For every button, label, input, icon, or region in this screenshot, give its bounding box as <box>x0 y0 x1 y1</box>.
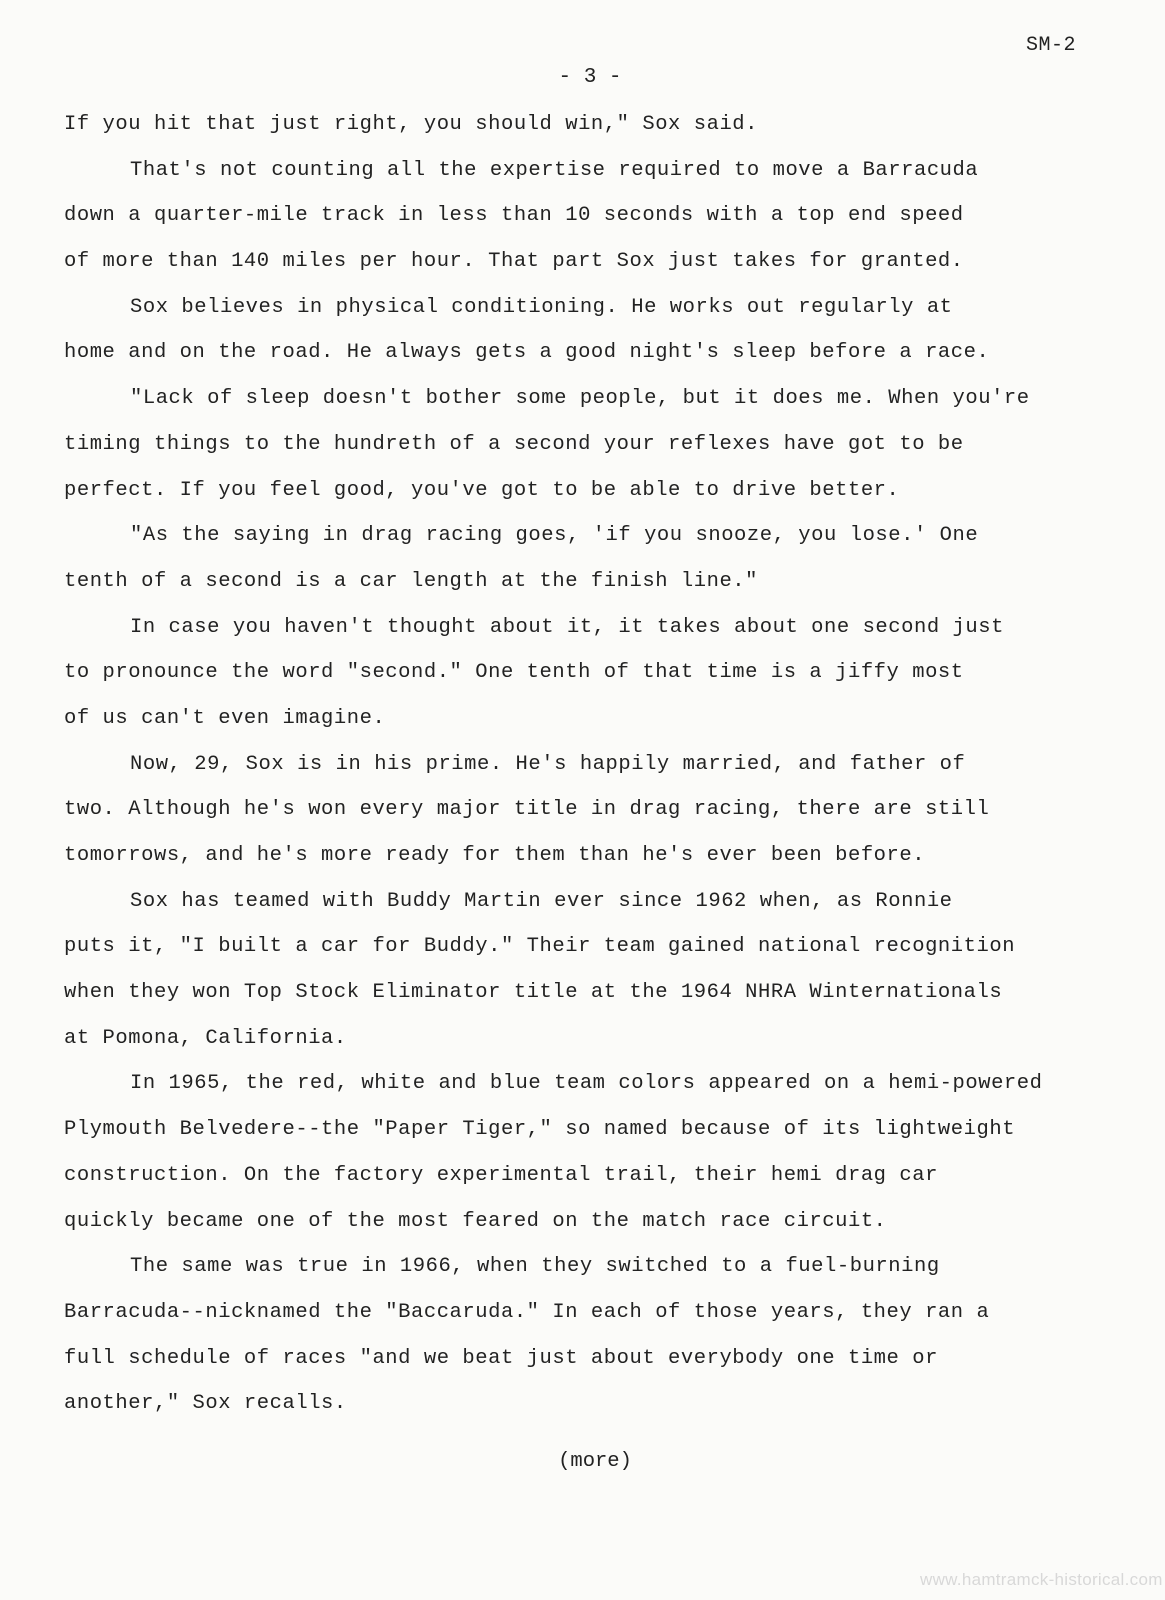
text-line: to pronounce the word "second." One tenth of that time is a jiffy most <box>64 661 964 685</box>
text-line: Barracuda--nicknamed the "Baccaruda." In each of those years, they ran a <box>64 1300 990 1324</box>
text-line: another," Sox recalls. <box>64 1392 347 1416</box>
text-line: In case you haven't thought about it, it takes about one second just <box>130 615 1004 639</box>
text-line: Now, 29, Sox is in his prime. He's happily married, and father of <box>130 752 966 776</box>
text-line: tenth of a second is a car length at the finish line." <box>64 569 759 593</box>
text-line: timing things to the hundreth of a second your reflexes have got to be <box>64 432 964 456</box>
text-line: perfect. If you feel good, you've got to be able to drive better. <box>64 478 900 502</box>
text-line: puts it, "I built a car for Buddy." Their team gained national recognition <box>64 935 1016 959</box>
text-line: Plymouth Belvedere--the "Paper Tiger," so named because of its lightweight <box>64 1118 1016 1142</box>
text-line: two. Although he's won every major title in drag racing, there are still <box>64 798 990 822</box>
page-number: - 3 - <box>558 66 622 89</box>
text-line: home and on the road. He always gets a good night's sleep before a race. <box>64 341 990 365</box>
body-text <box>64 102 1134 1427</box>
text-line: of us can't even imagine. <box>64 706 386 730</box>
text-line: Sox has teamed with Buddy Martin ever since 1962 when, as Ronnie <box>130 889 953 913</box>
document-code: SM-2 <box>1026 34 1077 57</box>
text-line: quickly became one of the most feared on the match race circuit. <box>64 1209 887 1233</box>
text-line: down a quarter-mile track in less than 10 seconds with a top end speed <box>64 204 964 228</box>
text-line: when they won Top Stock Eliminator title at the 1964 NHRA Winternationals <box>64 981 1003 1005</box>
text-line: In 1965, the red, white and blue team colors appeared on a hemi-powered <box>130 1072 1043 1096</box>
text-line: The same was true in 1966, when they switched to a fuel-burning <box>130 1255 940 1279</box>
text-line: tomorrows, and he's more ready for them than he's ever been before. <box>64 844 926 867</box>
text-line: If you hit that just right, you should win," Sox said. <box>64 113 759 136</box>
text-line: "As the saying in drag racing goes, 'if you snooze, you lose.' One <box>130 524 979 548</box>
text-line: of more than 140 miles per hour. That part Sox just takes for granted. <box>64 250 964 274</box>
text-line: construction. On the factory experimental trail, their hemi drag car <box>64 1163 938 1187</box>
text-line: at Pomona, California. <box>64 1026 347 1050</box>
text-line: Sox believes in physical conditioning. He works out regularly at <box>130 295 953 319</box>
site-watermark: www.hamtramck-historical.com <box>920 1570 1163 1589</box>
text-line: That's not counting all the expertise required to move a Barracuda <box>130 158 979 182</box>
text-line: "Lack of sleep doesn't bother some people, but it does me. When you're <box>130 387 1030 411</box>
continued-marker: (more) <box>558 1450 632 1473</box>
text-line: full schedule of races "and we beat just about everybody one time or <box>64 1346 938 1370</box>
